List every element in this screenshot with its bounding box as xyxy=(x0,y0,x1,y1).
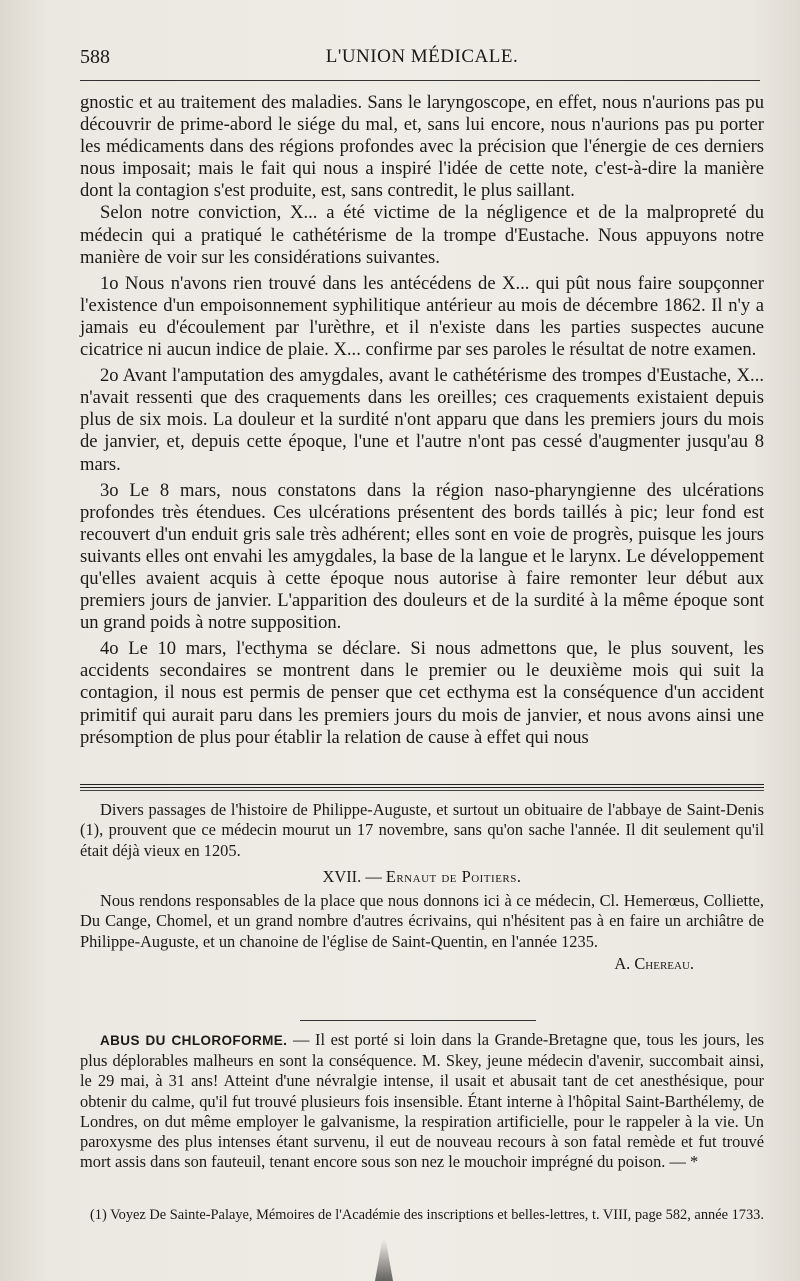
short-rule xyxy=(300,1020,536,1021)
ink-bleed-mark xyxy=(375,1240,393,1281)
section-number: XVII. — xyxy=(322,866,382,886)
historical-notes xyxy=(80,800,764,974)
paragraph: gnostic et au traitement des maladies. Sans le laryngoscope, en effet, nous n'aurions pas pu découvrir de prime-abord le siége du mal, et, sans lui encore, nous n'aurions pas pu porter les médicaments dans des régions profondes avec la précision que l'énergie de ces derniers nous imposait; mais le fait qui nous a inspiré l'idée de cette note, c'est-à-dire la manière dont la contagion s'est produite, est, sans contredit, le plus saillant. xyxy=(80,92,764,202)
notes-intro: Divers passages de l'histoire de Philippe-Auguste, et surtout un obituaire de l'abbaye de Saint-Denis (1), prouvent que ce médecin mourut un 17 novembre, sans qu'on sache l'année. Il dit seulement qu'il était déjà vieux en 1205. xyxy=(80,800,764,860)
section-divider xyxy=(80,784,764,791)
news-paragraph xyxy=(80,1030,764,1172)
section-heading xyxy=(80,867,764,887)
paragraph: 4o Le 10 mars, l'ecthyma se déclare. Si nous admettons que, le plus souvent, les accidents secondaires se montrent dans le premier ou le deuxième mois qui suit la contagion, il nous est permis de penser que cet ecthyma est la conséquence d'un accident primitif qui aurait paru dans les premiers jours du mois de janvier, et nous avons ainsi une présomption de plus pour établir la relation de cause à effet qui nous xyxy=(80,638,764,748)
notes-body: Nous rendons responsables de la place que nous donnons ici à ce médecin, Cl. Hemerœus, Colliette, Du Cange, Chomel, et un grand nombre d'autres écrivains, qui n'hésitent pas à en faire un archiâtre de Philippe-Auguste, et un chanoine de l'église de Saint-Quentin, en l'année 1235. xyxy=(80,891,764,951)
paragraph: 3o Le 8 mars, nous constatons dans la région naso-pharyngienne des ulcérations profondes très étendues. Ces ulcérations présentent des bords taillés à pic; leur fond est recouvert d'un enduit gris sale très adhérent; elles sont en voie de progrès, puisque les jours suivants elles ont envahi les amygdales, la base de la langue et le larynx. Le développement qu'elles avaient acquis à cette époque nous autorise à faire remonter leur début aux premiers jours de janvier. L'apparition des douleurs et de la surdité à la même époque sont un grand poids à notre supposition. xyxy=(80,479,764,634)
news-kicker: ABUS DU CHLOROFORME. xyxy=(100,1033,288,1048)
paragraph: Selon notre conviction, X... a été victime de la négligence et de la malpropreté du médecin qui a pratiqué le cathétérisme de la trompe d'Eustache. Nous appuyons notre manière de voir sur les considérations suivantes. xyxy=(80,202,764,268)
main-text xyxy=(80,92,764,749)
news-text: — Il est porté si loin dans la Grande-Bretagne que, tous les jours, les plus déplorables malheurs en sont la conséquence. M. Skey, jeune médecin d'avenir, succombait ainsi, le 29 mai, à 31 ans! Atteint d'une névralgie intense, il usait et abusait tant de cet anesthésique, pour obtenir du calme, qu'il fut trouvé plusieurs fois insensible. Étant interne à l'hôpital Saint-Barthélemy, de Londres, on dut même employer le galvanisme, la respiration artificielle, pour le rappeler à la vie. Un paroxysme des plus intenses étant survenu, il eut de nouveau recours à son fatal remède et fut trouvé mort assis dans son fauteuil, tenant encore sous son nez le mouchoir imprégné du poison. — * xyxy=(80,1030,764,1172)
author-signature: A. Chereau. xyxy=(614,954,694,974)
section-name: Ernaut de Poitiers. xyxy=(385,866,522,886)
footnote-text: (1) Voyez De Sainte-Palaye, Mémoires de l'Académie des inscriptions et belles-lettres, t. VIII, page 582, année 1733. xyxy=(90,1207,764,1223)
news-item xyxy=(80,1030,764,1172)
header-rule xyxy=(80,80,760,81)
page-header xyxy=(80,46,764,78)
page-number: 588 xyxy=(80,46,110,68)
paragraph: 1o Nous n'avons rien trouvé dans les antécédens de X... qui pût nous faire soupçonner l'existence d'un empoisonnement syphilitique antérieur au mois de décembre 1862. Il n'y a jamais eu d'écoulement par l'urèthre, et il n'existe dans les parties suspectes aucune cicatrice ni aucun indice de plaie. X... confirme par ses paroles le résultat de notre examen. xyxy=(80,272,764,361)
running-title: L'UNION MÉDICALE. xyxy=(325,46,519,67)
paragraph: 2o Avant l'amputation des amygdales, avant le cathétérisme des trompes d'Eustache, X... n'avait ressenti que des craquements dans les oreilles; ces craquements existaient depuis plus de six mois. La douleur et la surdité n'ont apparu que dans les premiers jours du mois de janvier, et, depuis cette époque, l'une et l'autre n'ont pas cessé d'augmenter jusqu'au 8 mars. xyxy=(80,365,764,475)
footnote xyxy=(80,1206,764,1224)
